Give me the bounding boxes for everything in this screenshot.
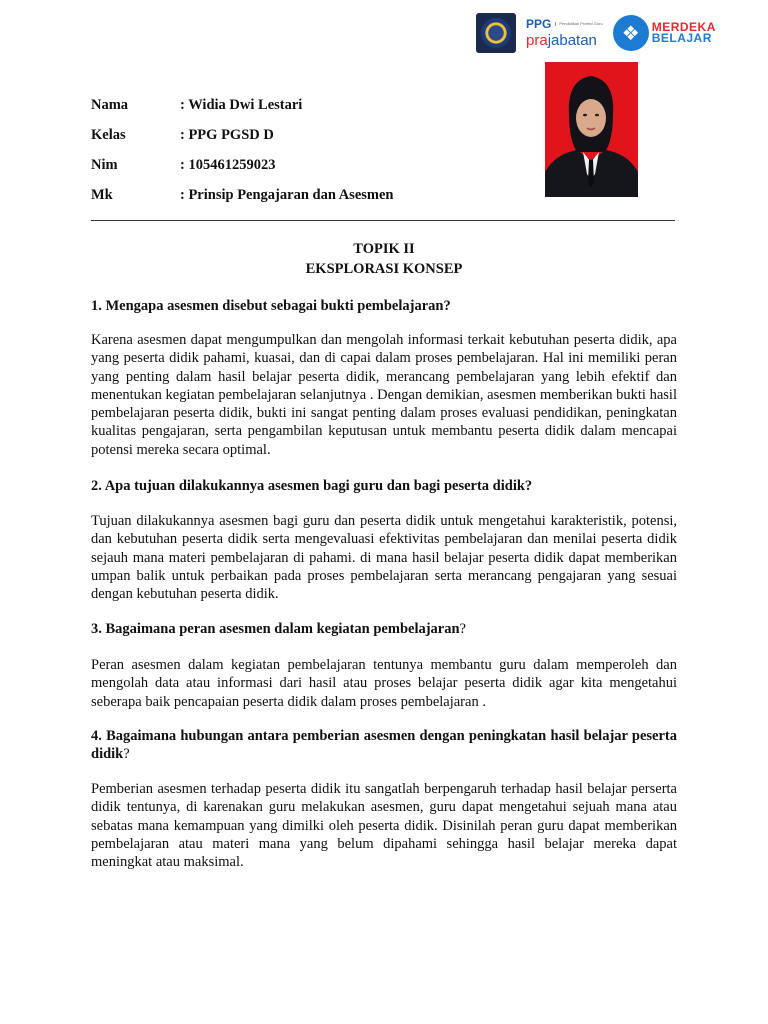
- question-1: [91, 297, 677, 315]
- question-4: [91, 727, 677, 763]
- info-label: Kelas: [91, 126, 126, 143]
- topic-title: TOPIK II: [353, 241, 415, 257]
- question-mark: ?: [459, 621, 466, 637]
- info-row-kelas: [91, 120, 394, 150]
- merdeka-text: MERDEKA: [651, 19, 716, 34]
- answer-4: Pemberian asesmen terhadap peserta didik itu sangatlah berpengaruh terhadap hasil belajar perserta didik tentunya, di karenakan guru melakukan asesmen, guru dapat mengetahui sejuah mana atau sebatas mana kemampuan yang dimilki oleh peserta didik. Disinilah peran guru dapat memberikan pembelajaran atau materi mana yang belum dipahami sehingga hasil belajar mereka dapat meningkat atau maksimal.: [91, 781, 677, 871]
- question-text: 2. Apa tujuan dilakukannya asesmen bagi guru dan bagi peserta didik?: [91, 478, 533, 494]
- answer-3: Peran asesmen dalam kegiatan pembelajaran tentunya membantu guru dalam memperoleh dan mengolah data atau informasi dari hasil atau proses belajar peserta didik agar kita mengetahui seberapa baik pencapaian peserta didik dalam proses pembelajaran .: [91, 657, 677, 710]
- question-text: 3. Bagaimana peran asesmen dalam kegiatan pembelajaran: [91, 621, 460, 637]
- info-row-nim: [91, 150, 394, 180]
- info-label: Nim: [91, 156, 118, 173]
- question-text: 4. Bagaimana hubungan antara pemberian asesmen dengan peningkatan hasil belajar peserta didik: [91, 728, 677, 762]
- ppg-main-prefix: pra: [526, 32, 548, 49]
- tut-wuri-handayani-icon: ❖: [613, 15, 649, 51]
- info-row-mk: [91, 180, 394, 210]
- info-row-nama: [91, 90, 394, 120]
- header-logos: [476, 12, 716, 54]
- info-value: : Prinsip Pengajaran dan Asesmen: [180, 186, 394, 203]
- ppg-prajabatan-logo: [526, 18, 603, 48]
- merdeka-belajar-logo: [613, 15, 716, 51]
- question-3: [91, 620, 677, 638]
- question-2: [91, 477, 677, 495]
- ppg-label: PPG: [526, 17, 552, 31]
- answer-2: Tujuan dilakukannya asesmen bagi guru dan peserta didik untuk mengetahui karakteristik, potensi, dan kebutuhan peserta didik serta mengevaluasi efektivitas pembelajaran dan menilai peserta didik sejauh mana materi pembelajaran di pahami. di mana hasil belajar peserta didik dapat memberikan umpan balik untuk perbaikan pada proses pembelajaran serta merancang pengajaran yang sesuai dengan kebutuhan peserta didik.: [91, 513, 677, 603]
- info-value: : PPG PGSD D: [180, 126, 274, 143]
- ppg-small-text: Pendidikan Profesi Guru: [555, 22, 602, 26]
- answer-1: Karena asesmen dapat mengumpulkan dan mengolah informasi terkait kebutuhan peserta didik, apa yang peserta didik pahami, kuasai, dan di capai dalam proses pembelajaran. Hal ini memiliki peran yang penting dalam hasil belajar peserta didik, merancang pembelajaran yang lebih efektif dan menentukan kegiatan pembelajaran selanjutnya . Dengan demikian, asesmen memberikan bukti hasil pembelajaran peserta didik, bukti ini sangat penting dalam proses evaluasi pendidikan, peningkatan kualitas pengajaran, serta pengambilan keputusan untuk membantu peserta didik dalam mencapai potensi mereka secara optimal.: [91, 332, 677, 458]
- topic-subtitle: EKSPLORASI KONSEP: [305, 261, 463, 277]
- info-value: : 105461259023: [180, 156, 276, 173]
- question-text: 1. Mengapa asesmen disebut sebagai bukti pembelajaran?: [91, 298, 451, 314]
- belajar-text: BELAJAR: [651, 31, 712, 45]
- student-info: [91, 90, 394, 210]
- university-seal-icon: [481, 18, 511, 48]
- divider: [91, 220, 675, 221]
- ppg-main-rest: jabatan: [547, 32, 597, 49]
- info-label: Nama: [91, 96, 129, 113]
- info-label: Mk: [91, 186, 113, 203]
- question-mark: ?: [123, 746, 130, 762]
- student-photo: [545, 62, 638, 197]
- university-logo: [476, 13, 516, 53]
- info-value: : Widia Dwi Lestari: [180, 96, 303, 113]
